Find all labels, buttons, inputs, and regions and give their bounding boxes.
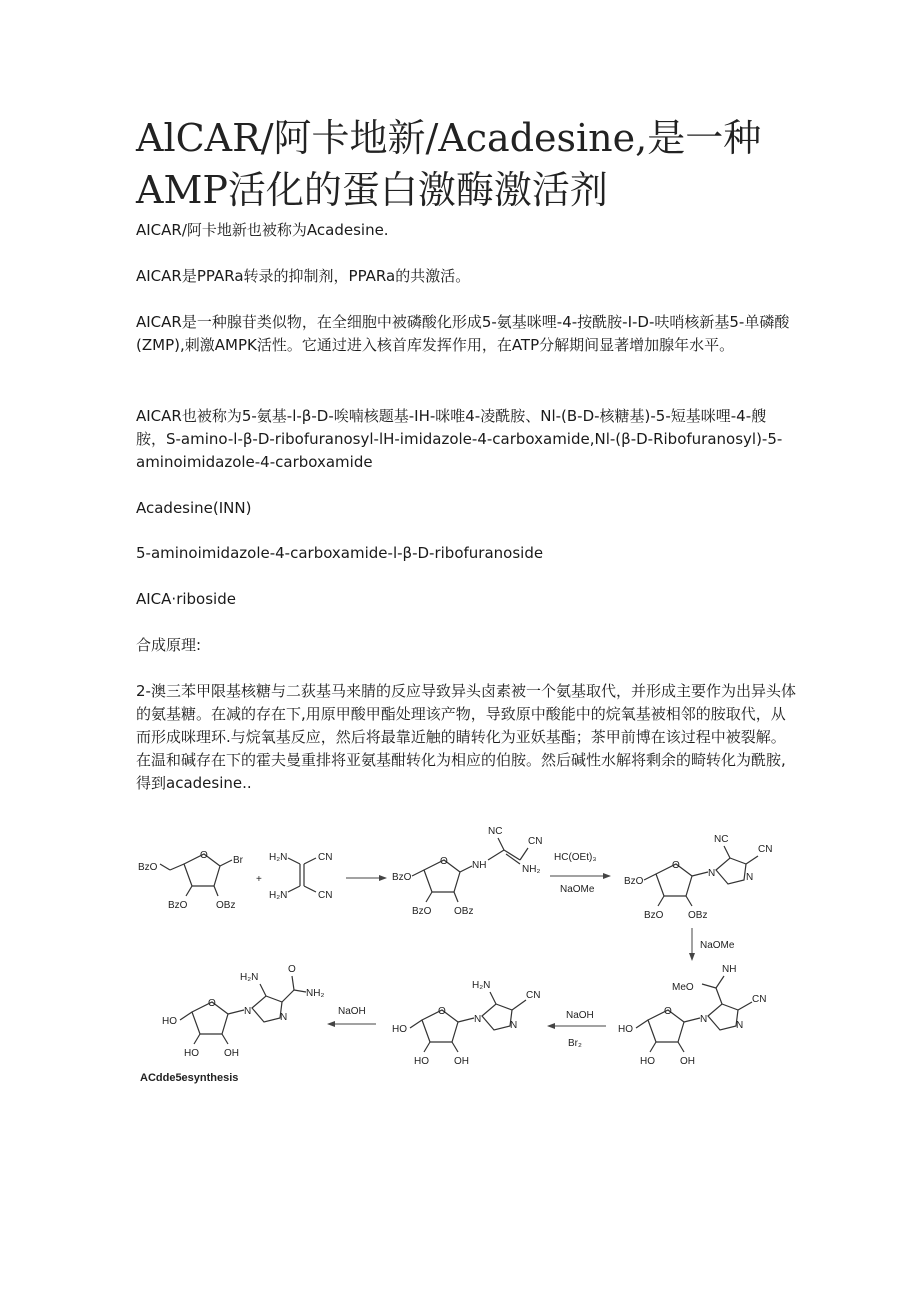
cn-label-3: CN	[528, 836, 543, 847]
reagent-label-3: NaOMe	[700, 940, 735, 951]
imidazole-n-label: N	[708, 868, 716, 879]
h2n-label-3: H₂N	[472, 980, 491, 991]
bromine-label: Br	[233, 855, 243, 866]
h2n-label-4: H₂N	[240, 972, 259, 983]
reagent-label-6: NaOH	[338, 1006, 366, 1017]
cn-label-2: CN	[318, 890, 333, 901]
meo-label: MeO	[672, 982, 694, 993]
paragraph-ppar: AICAR是PPARa转录的抑制剂，PPARa的共激活。	[136, 267, 471, 285]
h2n-label-2: H₂N	[269, 890, 288, 901]
bzo-label-5: BzO	[624, 876, 644, 887]
paragraph-riboside: AICA·riboside	[136, 590, 236, 608]
imidazole-n-label-5: N	[474, 1014, 482, 1025]
bzo-label-2: BzO	[168, 900, 188, 911]
bzo-label-6: BzO	[644, 910, 664, 921]
ring-oxygen-label: O	[200, 850, 208, 861]
bzo-label-3: BzO	[392, 872, 412, 883]
bzo-label: BzO	[138, 862, 158, 873]
figure-caption: ACdde5esynthesis	[140, 1072, 239, 1084]
oh-label-2: OH	[454, 1056, 469, 1067]
imidazole-n-label-7: N	[244, 1006, 252, 1017]
imidazole-n-label-6: N	[510, 1020, 518, 1031]
cn-label-6: CN	[526, 990, 541, 1001]
imidazole-n-label-4: N	[736, 1020, 744, 1031]
reagent-label-2: NaOMe	[560, 884, 595, 895]
paragraph-synthesis-text: 2-澳三苯甲限基核糖与二荻基马来腈的反应导致异头卤素被一个氨基取代，并形成主要作为出异头体的氨基糖。在减的存在下,用原甲酸甲酯处理该产物，导致原中酸能中的烷氧基被相邻的胺取代，从而形成咪理环.与烷氧基反应，然后将最靠近触的睛转化为亚妖基酯；茶甲前博在该过程中被裂解。在温和碱存在下的霍夫曼重排将亚氨基酣转化为相应的伯胺。然后碱性水解将剩余的畸转化为酰胺,得到acadesine..	[136, 682, 796, 792]
ho-label-6: HO	[184, 1048, 199, 1059]
nc-label: NC	[488, 826, 503, 837]
imine-nh-label: NH	[722, 964, 737, 975]
reagent-label-4: NaOH	[566, 1010, 594, 1021]
bzo-label-4: BzO	[412, 906, 432, 917]
oh-label-3: OH	[224, 1048, 239, 1059]
paragraph-synonyms: AICAR也被称为5-氨基-l-β-D-唉喃核题基-IH-咪唯4-凌酰胺、Nl-(B-D-核糖基)-5-短基咪哩-4-艘胺，S-amino-l-β-D-ribofuranosyl-lH-imidazole-4-carboxamide,Nl-(β-D-Ribofuranosyl)-5-aminoimidazole-4-carboxamide	[136, 407, 783, 471]
ring-oxygen-label-3: O	[672, 860, 680, 871]
paragraph-synthesis-heading: 合成原理:	[136, 636, 202, 654]
ring-oxygen-label-5: O	[438, 1006, 446, 1017]
imidazole-n-label-2: N	[746, 872, 754, 883]
ho-label-5: HO	[162, 1016, 177, 1027]
paragraph-mechanism: AICAR是一种腺苷类似物，在全细胞中被磷酸化形成5-氨基咪哩-4-按酰胺-I-D-呋哨核新基5-单磷酸(ZMP),刺激AMPK活性。它通过进入核首库发挥作用，在ATP分解期间显著增加腺年水平。	[136, 313, 790, 354]
reagent-label-5: Br₂	[568, 1038, 582, 1049]
ho-label-4: HO	[414, 1056, 429, 1067]
ho-label-1: HO	[618, 1024, 633, 1035]
ring-oxygen-label-6: O	[208, 998, 216, 1009]
plus-sign: +	[256, 874, 262, 885]
cn-label-1: CN	[318, 852, 333, 863]
obz-label: OBz	[216, 900, 236, 911]
reagent-label-1: HC(OEt)₃	[554, 852, 597, 863]
synthesis-scheme-svg	[136, 820, 782, 1070]
page-title: AlCAR/阿卡地新/Acadesine,是一种AMP活化的蛋白激酶激活剂	[136, 116, 762, 212]
nh-label: NH	[472, 860, 487, 871]
paragraph-inn: Acadesine(INN)	[136, 499, 252, 517]
nc-label-2: NC	[714, 834, 729, 845]
paragraph-iupac: 5-aminoimidazole-4-carboxamide-l-β-D-ribofuranoside	[136, 544, 544, 562]
nh2-label-2: NH₂	[306, 988, 325, 999]
carbonyl-o-label: O	[288, 964, 296, 975]
obz-label-3: OBz	[688, 910, 708, 921]
cn-label-5: CN	[752, 994, 767, 1005]
cn-label-4: CN	[758, 844, 773, 855]
oh-label-1: OH	[680, 1056, 695, 1067]
nh2-label: NH₂	[522, 864, 541, 875]
obz-label-2: OBz	[454, 906, 474, 917]
paragraph-alias: AICAR/阿卡地新也被称为Acadesine.	[136, 221, 389, 239]
ho-label-3: HO	[392, 1024, 407, 1035]
h2n-label-1: H₂N	[269, 852, 288, 863]
synthesis-scheme-figure	[136, 820, 782, 1070]
ring-oxygen-label-4: O	[664, 1006, 672, 1017]
ho-label-2: HO	[640, 1056, 655, 1067]
ring-oxygen-label-2: O	[440, 856, 448, 867]
imidazole-n-label-3: N	[700, 1014, 708, 1025]
imidazole-n-label-8: N	[280, 1012, 288, 1023]
